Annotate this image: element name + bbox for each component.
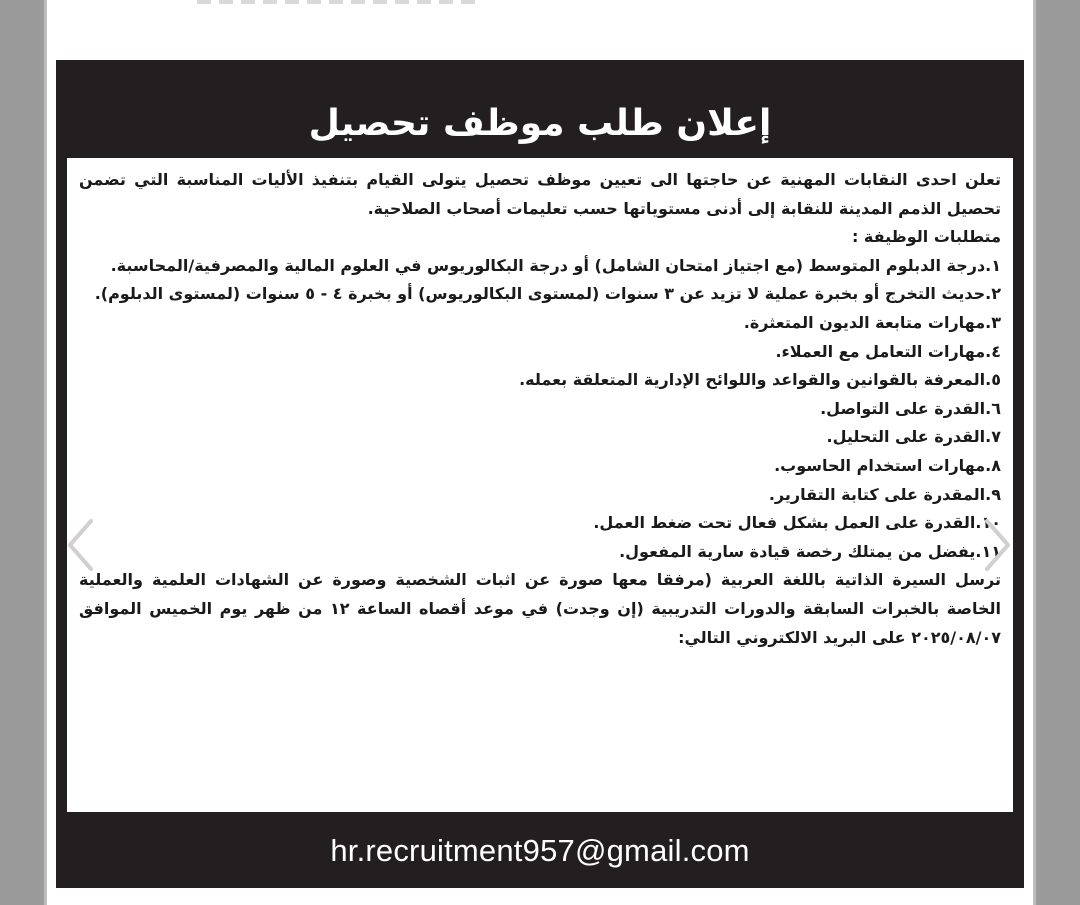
requirement-item: ٨.مهارات استخدام الحاسوب. bbox=[774, 455, 1001, 475]
newspaper-page bbox=[44, 0, 1036, 905]
ad-title: إعلان طلب موظف تحصيل bbox=[308, 102, 772, 144]
chevron-right-icon bbox=[983, 517, 1013, 573]
requirements-heading: متطلبات الوظيفة : bbox=[851, 227, 1001, 247]
ad-intro: تعلن احدى النقابات المهنية عن حاجتها الى تعيين موظف تحصيل يتولى القيام بتنفيذ الأليات المناسبة التي تضمن تحصيل الذمم المدينة للنقابة إلى أدنى مستوياتها حسب تعليمات أصحاب الصلاحية. bbox=[79, 170, 1001, 218]
requirement-item: ٥.المعرفة بالقوانين والقواعد واللوائح الإدارية المتعلقة بعمله. bbox=[519, 370, 1001, 390]
requirement-item: ٧.القدرة على التحليل. bbox=[826, 427, 1001, 447]
requirement-item: ٤.مهارات التعامل مع العملاء. bbox=[775, 341, 1001, 361]
job-advertisement bbox=[56, 60, 1024, 888]
requirement-item: ٩.المقدرة على كتابة التقارير. bbox=[768, 484, 1001, 504]
ad-body bbox=[67, 158, 1013, 812]
chevron-left-icon bbox=[65, 517, 95, 573]
requirement-item: ١١.يفضل من يمتلك رخصة قيادة سارية المفعول. bbox=[619, 541, 1001, 561]
next-image-button[interactable] bbox=[978, 508, 1018, 582]
requirement-item: ٢.حديث التخرج أو بخبرة عملية لا تزيد عن ٣ سنوات (لمستوى البكالوريوس) أو بخبرة ٤ - ٥ سنوات (لمستوى الدبلوم). bbox=[94, 284, 1001, 304]
ad-closing: ترسل السيرة الذاتية باللغة العربية (مرفقا معها صورة عن اثبات الشخصية وصورة عن الشهادات العلمية والعملية الخاصة بالخبرات السابقة والدورات التدريبية (إن وجدت) في موعد أقصاه الساعة ١٢ من ظهر يوم الخميس الموافق ٢٠٢٥/٠٨/٠٧ على البريد الالكتروني التالي: bbox=[79, 570, 1001, 647]
contact-email: hr.recruitment957@gmail.com bbox=[330, 833, 750, 868]
requirement-item: ٦.القدرة على التواصل. bbox=[820, 398, 1001, 418]
previous-ad-fragment bbox=[197, 0, 477, 4]
previous-image-button[interactable] bbox=[60, 508, 100, 582]
requirement-item: ١٠.القدرة على العمل بشكل فعال تحت ضغط العمل. bbox=[593, 513, 1001, 533]
requirement-item: ٣.مهارات متابعة الديون المتعثرة. bbox=[743, 312, 1001, 332]
requirement-item: ١.درجة الدبلوم المتوسط (مع اجتياز امتحان الشامل) أو درجة البكالوريوس في العلوم المالية والمصرفية/المحاسبة. bbox=[110, 255, 1001, 275]
